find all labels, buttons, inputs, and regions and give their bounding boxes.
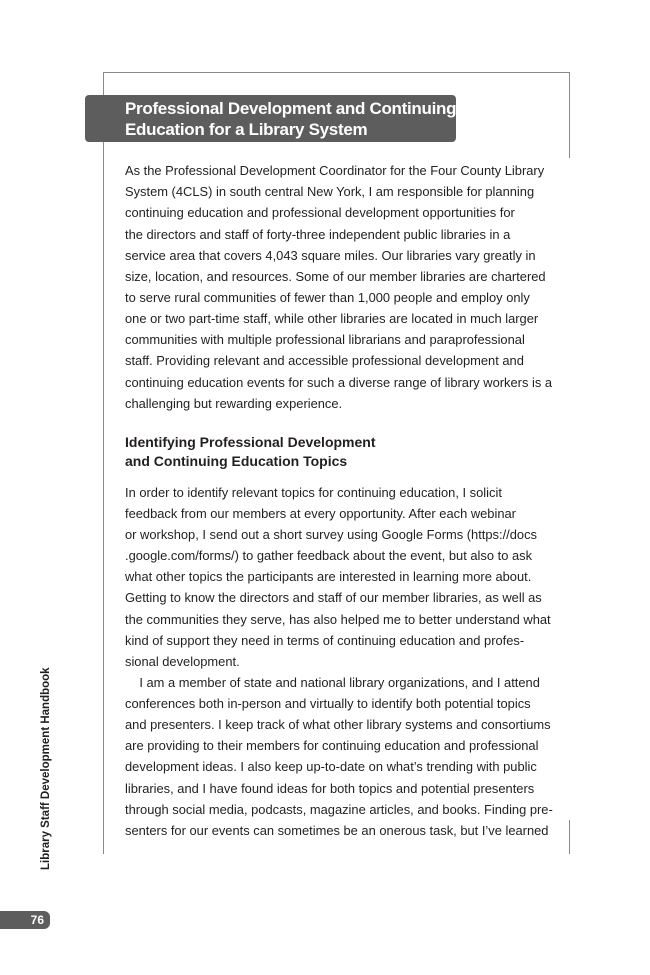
text-line: one or two part-time staff, while other libraries are located in much larger — [125, 311, 539, 326]
text-line: sional development. — [125, 654, 240, 669]
text-line: senters for our events can sometimes be an onerous task, but I’ve learned — [125, 823, 549, 838]
text-line: staff. Providing relevant and accessible professional development and — [125, 353, 524, 368]
text-line: conferences both in-person and virtually to identify both potential topics — [125, 696, 531, 711]
text-line: size, location, and resources. Some of our member libraries are chartered — [125, 269, 546, 284]
text-line: and presenters. I keep track of what other library systems and consortiums — [125, 717, 551, 732]
text-line: service area that covers 4,043 square miles. Our libraries vary greatly in — [125, 248, 536, 263]
text-line: continuing education events for such a diverse range of library workers is a — [125, 375, 553, 390]
text-line: the directors and staff of forty-three independent public libraries in a — [125, 227, 511, 242]
text-line: continuing education and professional development opportunities for — [125, 205, 515, 220]
text-line: challenging but rewarding experience. — [125, 396, 343, 411]
page-frame-top-rule — [103, 72, 569, 73]
text-line: or workshop, I send out a short survey using Google Forms (https://docs — [125, 527, 537, 542]
text-line: System (4CLS) in south central New York, I am responsible for planning — [125, 184, 535, 199]
text-line: As the Professional Development Coordinator for the Four County Library — [125, 163, 545, 178]
page-frame-right-rule — [569, 72, 570, 158]
text-line: communities with multiple professional librarians and paraprofessional — [125, 332, 525, 347]
chapter-title-line: Education for a Library System — [125, 120, 368, 139]
text-line: I am a member of state and national library organizations, and I attend — [125, 675, 540, 690]
text-line: libraries, and I have found ideas for both topics and potential presenters — [125, 781, 535, 796]
text-line: feedback from our members at every opportunity. After each webinar — [125, 506, 516, 521]
text-line: to serve rural communities of fewer than 1,000 people and employ only — [125, 290, 530, 305]
text-line: In order to identify relevant topics for continuing education, I solicit — [125, 485, 502, 500]
text-line: development ideas. I also keep up-to-date on what’s trending with public — [125, 759, 537, 774]
text-line: .google.com/forms/) to gather feedback about the event, but also to ask — [125, 548, 533, 563]
text-line: what other topics the participants are interested in learning more about. — [125, 569, 532, 584]
section-heading-line: and Continuing Education Topics — [125, 453, 348, 469]
page-frame-right-rule-lower — [569, 820, 570, 854]
text-line: are providing to their members for continuing education and professional — [125, 738, 539, 753]
text-line: the communities they serve, has also helped me to better understand what — [125, 612, 551, 627]
section-heading-line: Identifying Professional Development — [125, 434, 376, 450]
page-number: 76 — [30, 913, 44, 927]
chapter-title — [125, 98, 455, 140]
chapter-title-line: Professional Development and Continuing — [125, 99, 457, 118]
text-line: Getting to know the directors and staff of our member libraries, as well as — [125, 590, 542, 605]
running-book-title: Library Staff Development Handbook — [40, 667, 52, 870]
text-line: kind of support they need in terms of continuing education and profes- — [125, 633, 525, 648]
page-number-tab — [0, 911, 50, 929]
chapter-title-banner — [85, 95, 456, 142]
page-frame-left-rule — [103, 72, 104, 854]
text-line: through social media, podcasts, magazine articles, and books. Finding pre- — [125, 802, 553, 817]
